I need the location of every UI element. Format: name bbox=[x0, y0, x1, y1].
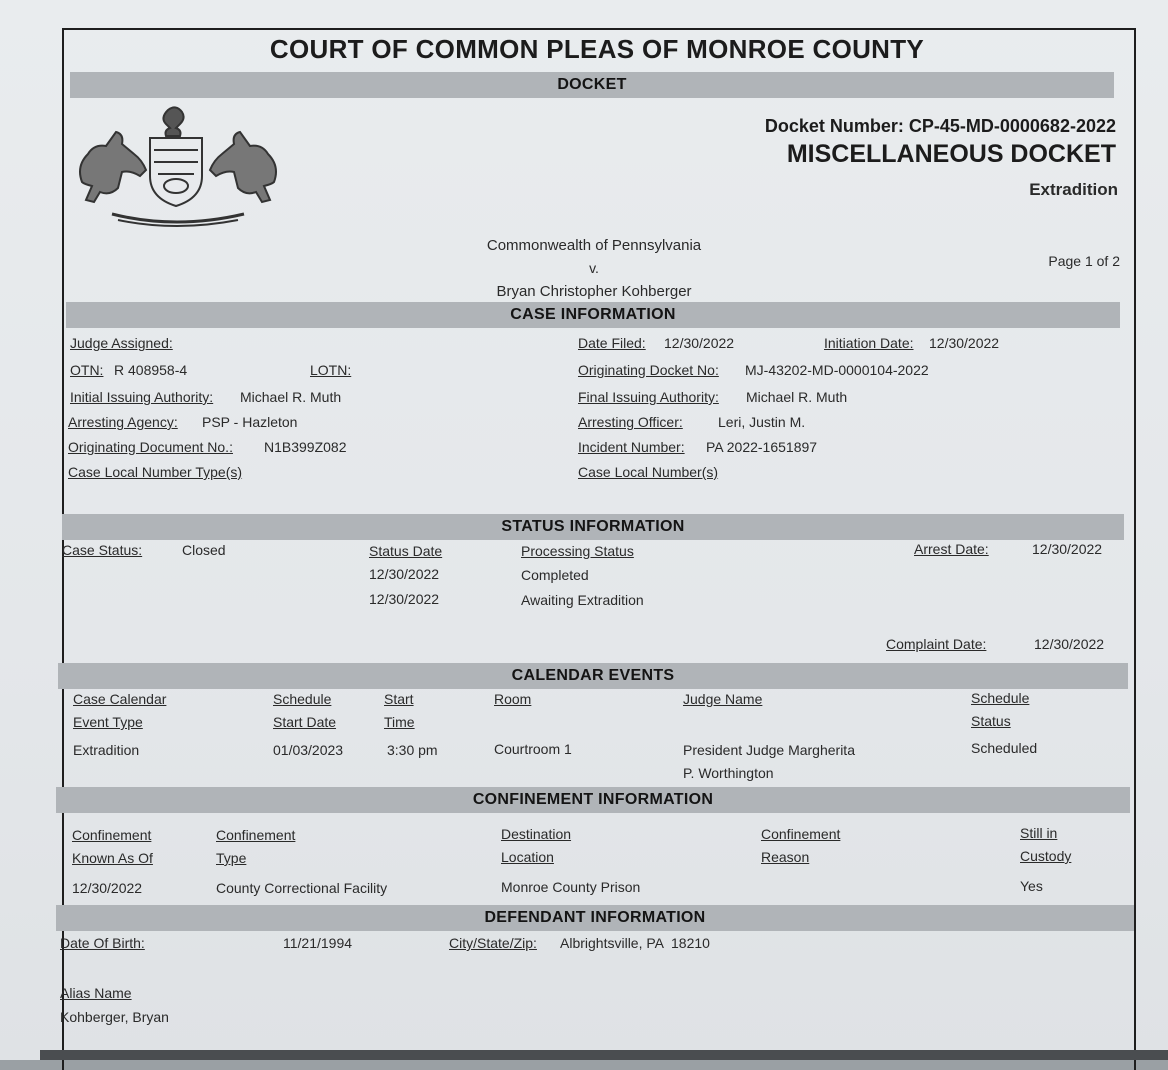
otn-label: OTN: bbox=[70, 362, 104, 378]
complaint-date-value: 12/30/2022 bbox=[1034, 636, 1105, 652]
processing-status-2: Awaiting Extradition bbox=[521, 592, 644, 608]
calendar-event-type-header: Case Calendar bbox=[73, 691, 167, 707]
versus: v. bbox=[589, 260, 599, 276]
docket-number-value: CP-45-MD-0000682-2022 bbox=[908, 116, 1116, 136]
calendar-status-header: Schedule bbox=[971, 690, 1030, 706]
calendar-judge-name-2: P. Worthington bbox=[683, 765, 774, 781]
calendar-room-header: Room bbox=[494, 691, 532, 707]
initial-authority-value: Michael R. Muth bbox=[240, 389, 342, 405]
case-status-value: Closed bbox=[182, 542, 226, 558]
originating-docket-label: Originating Docket No: bbox=[578, 362, 719, 378]
confinement-reason-header-2: Reason bbox=[761, 849, 810, 865]
final-authority-label: Final Issuing Authority: bbox=[578, 389, 719, 405]
calendar-event-type: Extradition bbox=[73, 742, 140, 758]
complaint-date-label: Complaint Date: bbox=[886, 636, 987, 652]
alias-name-value: Kohberger, Bryan bbox=[60, 1009, 169, 1025]
confinement-known-header-2: Known As Of bbox=[72, 850, 153, 866]
docket-bar: DOCKET bbox=[70, 72, 1114, 98]
judge-assigned-label: Judge Assigned: bbox=[70, 335, 173, 351]
calendar-start-date-header: Schedule bbox=[273, 691, 332, 707]
arrest-date-value: 12/30/2022 bbox=[1032, 541, 1103, 557]
docket-subtype: Extradition bbox=[1029, 180, 1118, 199]
confinement-type-header: Confinement bbox=[216, 827, 296, 843]
incident-number-value: PA 2022-1651897 bbox=[706, 439, 818, 455]
arresting-agency-label: Arresting Agency: bbox=[68, 414, 178, 430]
still-in-custody-value: Yes bbox=[1020, 878, 1043, 894]
status-date-2: 12/30/2022 bbox=[369, 591, 440, 607]
defendant-info-bar: DEFENDANT INFORMATION bbox=[56, 905, 1134, 931]
dob-value: 11/21/1994 bbox=[283, 935, 353, 951]
confinement-info-bar: CONFINEMENT INFORMATION bbox=[56, 787, 1130, 813]
destination-header-2: Location bbox=[501, 849, 554, 865]
arresting-officer-value: Leri, Justin M. bbox=[718, 414, 806, 430]
dob-label: Date Of Birth: bbox=[60, 935, 145, 951]
calendar-judge-name: President Judge Margherita bbox=[683, 742, 855, 758]
processing-status-label: Processing Status bbox=[521, 543, 634, 559]
arresting-officer-label: Arresting Officer: bbox=[578, 414, 683, 430]
still-in-custody-header-2: Custody bbox=[1020, 848, 1072, 864]
city-state-zip-value: Albrightsville, PA 18210 bbox=[560, 935, 710, 951]
confinement-known-header: Confinement bbox=[72, 827, 152, 843]
case-status-label: Case Status: bbox=[62, 542, 143, 558]
alias-name-label: Alias Name bbox=[60, 985, 132, 1001]
initiation-date-value: 12/30/2022 bbox=[929, 335, 1000, 351]
originating-document-value: N1B399Z082 bbox=[264, 439, 347, 455]
incident-number-label: Incident Number: bbox=[578, 439, 685, 455]
docket-number bbox=[765, 116, 1116, 137]
confinement-reason-header: Confinement bbox=[761, 826, 841, 842]
calendar-events-bar: CALENDAR EVENTS bbox=[58, 663, 1128, 689]
arresting-agency-value: PSP - Hazleton bbox=[202, 414, 298, 430]
docket-number-label: Docket Number: bbox=[764, 116, 904, 136]
status-date-1: 12/30/2022 bbox=[369, 566, 440, 582]
arrest-date-label: Arrest Date: bbox=[914, 541, 989, 557]
destination-header: Destination bbox=[501, 826, 572, 842]
date-filed-value: 12/30/2022 bbox=[664, 335, 735, 351]
case-info-bar: CASE INFORMATION bbox=[66, 302, 1120, 328]
calendar-start-time-header-2: Time bbox=[384, 714, 415, 730]
still-in-custody-header: Still in bbox=[1020, 825, 1058, 841]
case-local-type-label: Case Local Number Type(s) bbox=[68, 464, 243, 480]
confinement-type-header-2: Type bbox=[216, 850, 247, 866]
confinement-type-value: County Correctional Facility bbox=[216, 880, 388, 896]
lotn-label: LOTN: bbox=[310, 362, 352, 378]
calendar-start-date-header-2: Start Date bbox=[273, 714, 337, 730]
calendar-start-date: 01/03/2023 bbox=[273, 742, 344, 758]
originating-docket-value: MJ-43202-MD-0000104-2022 bbox=[745, 362, 929, 378]
originating-document-label: Originating Document No.: bbox=[68, 439, 233, 455]
calendar-start-time: 3:30 pm bbox=[387, 742, 438, 758]
status-info-bar: STATUS INFORMATION bbox=[62, 514, 1124, 540]
processing-status-1: Completed bbox=[521, 567, 589, 583]
court-title: COURT OF COMMON PLEAS OF MONROE COUNTY bbox=[269, 34, 925, 64]
city-state-zip-label: City/State/Zip: bbox=[449, 935, 537, 951]
calendar-start-time-header: Start bbox=[384, 691, 414, 707]
docket-type: MISCELLANEOUS DOCKET bbox=[786, 140, 1116, 168]
bottom-edge bbox=[40, 1050, 1168, 1060]
calendar-schedule-status: Scheduled bbox=[971, 740, 1038, 756]
initiation-date-label: Initiation Date: bbox=[824, 335, 914, 351]
defendant-name: Bryan Christopher Kohberger bbox=[496, 283, 692, 300]
calendar-status-header-2: Status bbox=[971, 713, 1011, 729]
destination-value: Monroe County Prison bbox=[501, 879, 641, 895]
date-filed-label: Date Filed: bbox=[578, 335, 646, 351]
calendar-judge-header: Judge Name bbox=[683, 691, 763, 707]
calendar-event-type-header-2: Event Type bbox=[73, 714, 143, 730]
case-local-number-label: Case Local Number(s) bbox=[578, 464, 719, 480]
page-number: Page 1 of 2 bbox=[1048, 253, 1120, 269]
confinement-known-value: 12/30/2022 bbox=[72, 880, 143, 896]
otn-value: R 408958-4 bbox=[114, 362, 188, 378]
pennsylvania-seal-icon bbox=[72, 102, 284, 230]
initial-authority-label: Initial Issuing Authority: bbox=[70, 389, 214, 405]
final-authority-value: Michael R. Muth bbox=[746, 389, 848, 405]
calendar-room: Courtroom 1 bbox=[494, 741, 572, 757]
status-date-label: Status Date bbox=[369, 543, 443, 559]
plaintiff: Commonwealth of Pennsylvania bbox=[486, 237, 702, 254]
